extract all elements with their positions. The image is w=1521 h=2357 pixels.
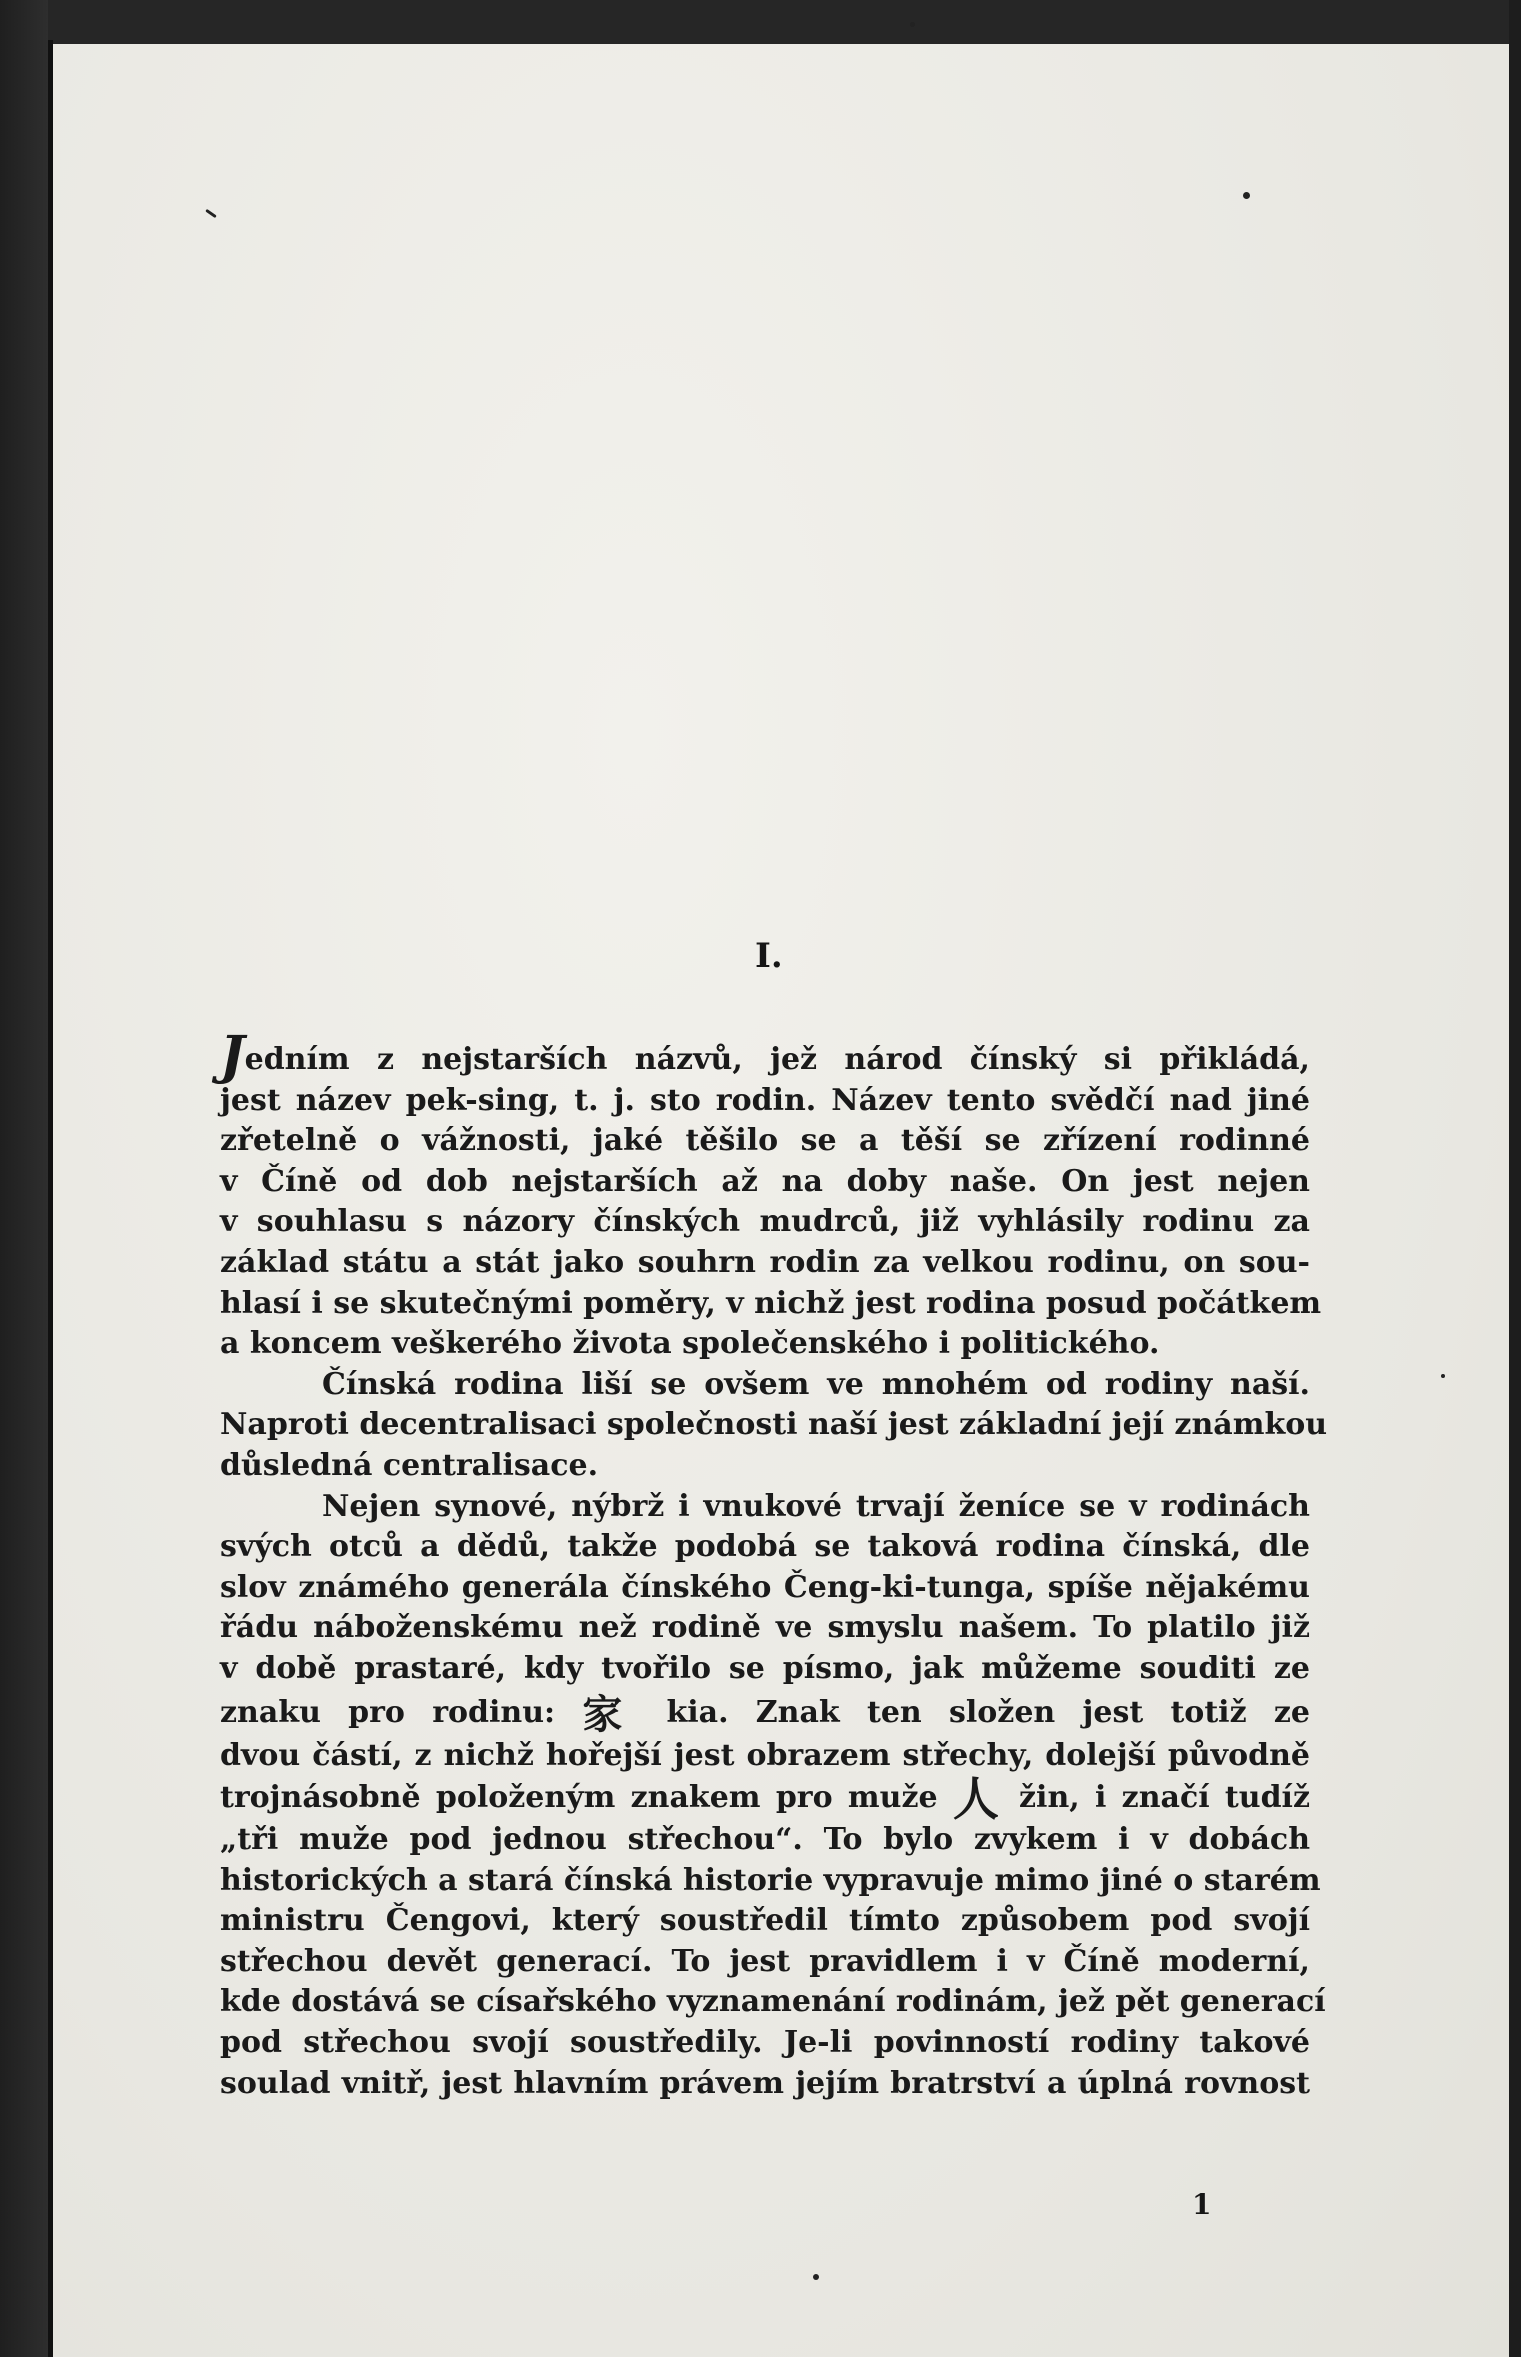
text-line-with-glyph: znaku pro rodinu: 家 kia. Znak ten složen jest totiž ze <box>220 1691 1310 1738</box>
text-line: v souhlasu s názory čínských mudrců, již vyhlásily rodinu za <box>220 1204 1310 1240</box>
text-line: „tři muže pod jednou střechou“. To bylo zvykem i v dobách <box>220 1822 1310 1858</box>
chinese-glyph-zin: 人 <box>952 1772 1004 1827</box>
scan-top-edge <box>0 0 1521 44</box>
text-line: Nejen synové, nýbrž i vnukové trvají ženíce se v rodinách <box>322 1488 1310 1524</box>
text-line: střechou devět generací. To jest pravidlem i v Číně moderní, <box>220 1943 1310 1979</box>
text-line: kde dostává se císařského vyznamenání rodinám, jež pět generací <box>220 1984 1326 2020</box>
scan-left-edge <box>0 0 48 2357</box>
text-line: zřetelně o vážnosti, jaké těšilo se a těší se zřízení rodinné <box>220 1123 1310 1159</box>
text-line: historických a stará čínská historie vypravuje mimo jiné o starém <box>220 1862 1321 1898</box>
text-line: důsledná centralisace. <box>220 1447 599 1483</box>
ink-speck <box>813 2274 819 2280</box>
ink-speck <box>1441 1374 1445 1378</box>
text-line: slov známého generála čínského Čeng-ki-tunga, spíše nějakému <box>220 1569 1310 1605</box>
text-line: Naproti decentralisaci společnosti naší jest základní její známkou <box>220 1407 1328 1443</box>
text-line: a koncem veškerého života společenského i politického. <box>220 1326 1160 1362</box>
chinese-glyph-kia: 家 <box>582 1691 640 1738</box>
text-line: jest název pek-sing, t. j. sto rodin. Název tento svědčí nad jiné <box>220 1082 1310 1118</box>
drop-cap: J <box>220 1025 245 1086</box>
text-line: řádu náboženskému než rodině ve smyslu našem. To platilo již <box>220 1610 1310 1646</box>
text-line: dvou částí, z nichž hořejší jest obrazem střechy, dolejší původně <box>220 1737 1310 1773</box>
text-line: ministru Čengovi, který soustředil tímto způsobem pod svojí <box>220 1903 1310 1939</box>
text-line: pod střechou svojí soustředily. Je-li povinností rodiny takové <box>220 2025 1310 2061</box>
ink-speck <box>1243 192 1250 199</box>
text-line-with-glyph: trojnásobně položeným znakem pro muže 人 žin, i značí tudíž <box>220 1772 1310 1827</box>
page-number: 1 <box>1192 2188 1212 2221</box>
text-line: základ státu a stát jako souhrn rodin za velkou rodinu, on sou- <box>220 1244 1310 1280</box>
page-gutter-line <box>48 40 53 2357</box>
text-line: hlasí i se skutečnými poměry, v nichž jest rodina posud počátkem <box>220 1285 1322 1321</box>
ink-speck <box>910 22 915 27</box>
body-text <box>220 1025 1328 2104</box>
chapter-heading: I. <box>755 936 783 976</box>
text-line: Čínská rodina liší se ovšem ve mnohém od rodiny naší. <box>322 1366 1310 1402</box>
text-line: soulad vnitř, jest hlavním právem jejím bratrství a úplná rovnost <box>220 2065 1310 2101</box>
scan-right-edge <box>1509 0 1521 2357</box>
text-line: v době prastaré, kdy tvořilo se písmo, jak můžeme souditi ze <box>220 1650 1310 1686</box>
text-line: v Číně od dob nejstarších až na doby naše. On jest nejen <box>220 1163 1310 1199</box>
text-line: svých otců a dědů, takže podobá se taková rodina čínská, dle <box>220 1529 1310 1565</box>
ink-speck <box>205 209 217 218</box>
text-line: Jedním z nejstarších názvů, jež národ čínský si přikládá, <box>220 1025 1310 1086</box>
